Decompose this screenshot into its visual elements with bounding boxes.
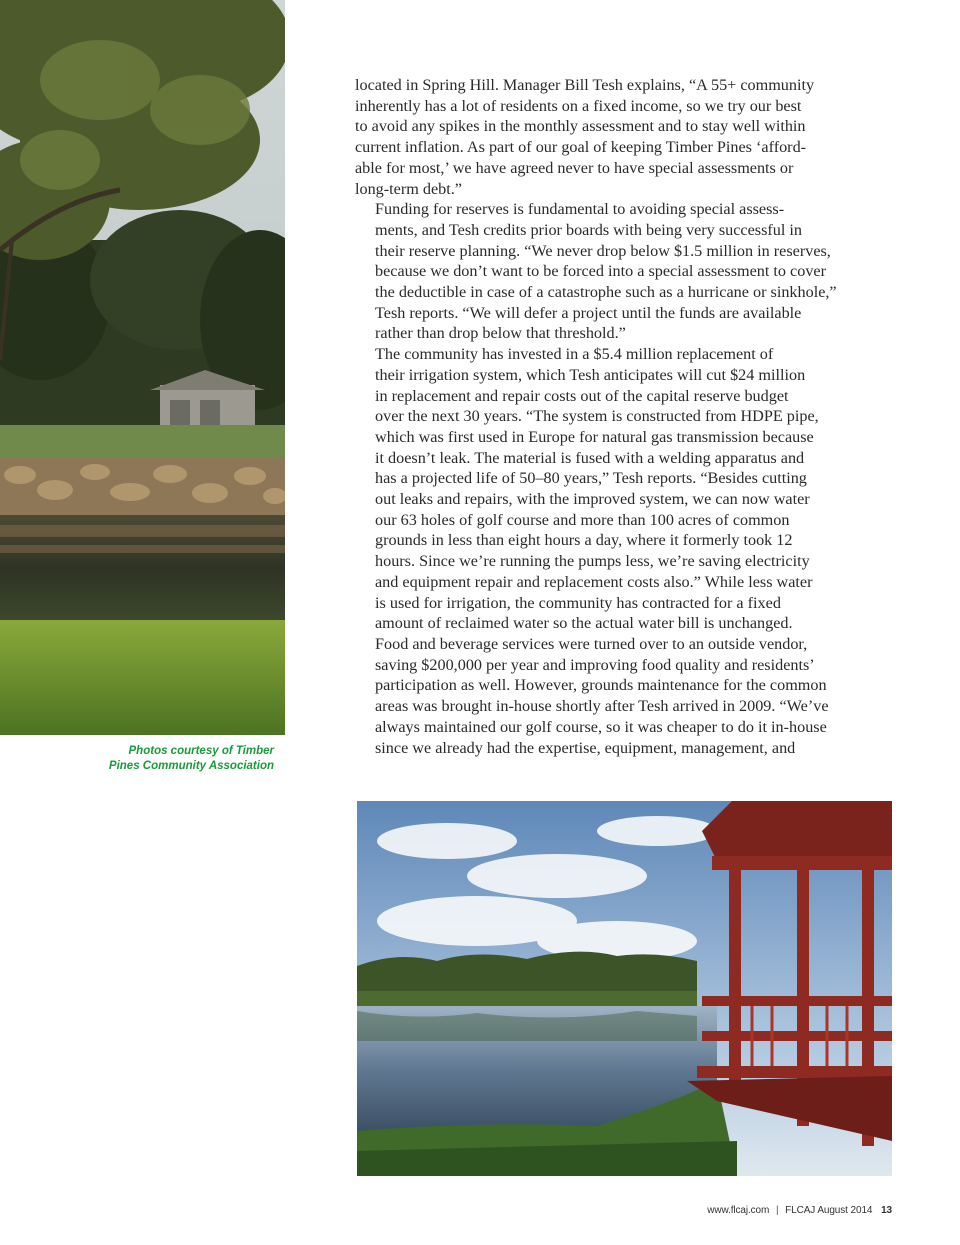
- text-line: hours. Since we’re running the pumps less, we’re saving electricity: [375, 552, 810, 571]
- text-line: and equipment repair and replacement costs also.” While less water: [375, 572, 813, 591]
- text-line: has a projected life of 50–80 years,” Tesh reports. “Besides cutting: [375, 469, 807, 488]
- page-footer: [707, 1205, 892, 1216]
- footer-publication: FLCAJ August 2014: [785, 1205, 873, 1216]
- text-line: ments, and Tesh credits prior boards with being very successful in: [375, 220, 802, 239]
- text-line: The community has invested in a $5.4 million replacement of: [375, 345, 774, 364]
- golf-course-photo: [0, 0, 285, 735]
- text-line: in replacement and repair costs out of the capital reserve budget: [375, 386, 789, 405]
- text-line: the deductible in case of a catastrophe such as a hurricane or sinkhole,”: [375, 283, 837, 302]
- footer-url: www.flcaj.com: [707, 1205, 770, 1216]
- text-line: over the next 30 years. “The system is constructed from HDPE pipe,: [375, 407, 819, 426]
- text-line: because we don’t want to be forced into a special assessment to cover: [375, 262, 826, 281]
- paragraph: [355, 199, 860, 344]
- text-line: to avoid any spikes in the monthly assessment and to stay well within: [355, 117, 806, 136]
- text-line: rather than drop below that threshold.”: [375, 324, 626, 343]
- footer-separator: |: [775, 1205, 779, 1216]
- text-line: Food and beverage services were turned over to an outside vendor,: [375, 634, 808, 653]
- lake-gazebo-photo: [357, 801, 892, 1176]
- text-line: able for most,’ we have agreed never to have special assessments or: [355, 158, 794, 177]
- paragraph: [355, 634, 860, 758]
- text-line: out leaks and repairs, with the improved system, we can now water: [375, 490, 810, 509]
- photo-credit: Photos courtesy of Timber Pines Community Association: [108, 745, 274, 772]
- text-line: always maintained our golf course, so it was cheaper to do it in-house: [375, 717, 827, 736]
- text-line: is used for irrigation, the community has contracted for a fixed: [375, 593, 781, 612]
- paragraph: [355, 344, 860, 634]
- text-line: grounds in less than eight hours a day, where it formerly took 12: [375, 531, 793, 550]
- text-line: since we already had the expertise, equipment, management, and: [375, 738, 796, 757]
- text-line: areas was brought in-house shortly after Tesh arrived in 2009. “We’ve: [375, 697, 829, 716]
- text-line: it doesn’t leak. The material is fused with a welding apparatus and: [375, 448, 805, 467]
- text-line: Funding for reserves is fundamental to avoiding special assess-: [375, 200, 785, 219]
- text-line: Tesh reports. “We will defer a project until the funds are available: [375, 303, 802, 322]
- text-line: their irrigation system, which Tesh anticipates will cut $24 million: [375, 365, 806, 384]
- text-line: our 63 holes of golf course and more than 100 acres of common: [375, 510, 790, 529]
- paragraph: [355, 75, 860, 199]
- text-line: amount of reclaimed water so the actual water bill is unchanged.: [375, 614, 793, 633]
- article-body: [355, 75, 860, 758]
- text-line: located in Spring Hill. Manager Bill Tesh explains, “A 55+ community: [355, 76, 815, 94]
- text-line: which was first used in Europe for natural gas transmission because: [375, 427, 814, 446]
- text-line: inherently has a lot of residents on a fixed income, so we try our best: [355, 96, 802, 115]
- text-line: long-term debt.”: [355, 179, 462, 198]
- text-line: saving $200,000 per year and improving food quality and residents’: [375, 655, 815, 674]
- text-line: current inflation. As part of our goal of keeping Timber Pines ‘afford-: [355, 138, 807, 157]
- text-line: participation as well. However, grounds maintenance for the common: [375, 676, 827, 695]
- page-number: 13: [881, 1205, 892, 1216]
- text-line: their reserve planning. “We never drop below $1.5 million in reserves,: [375, 241, 831, 260]
